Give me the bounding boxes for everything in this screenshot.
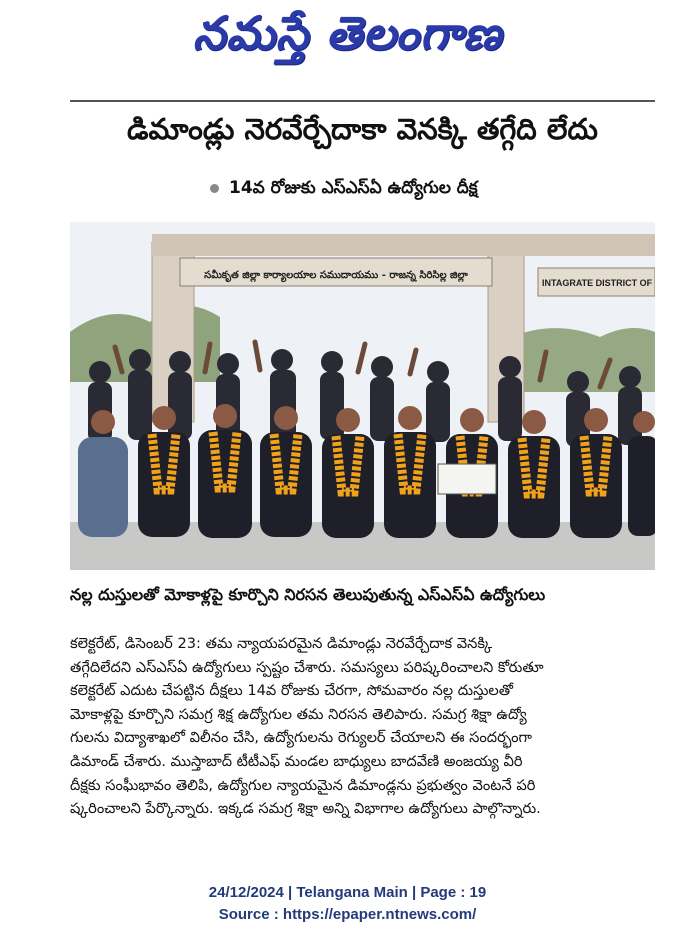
arch-sign-text: సమీకృత జిల్లా కార్యాలయాల సముదాయము - రాజన్న సిరిసిల్ల జిల్లా — [204, 270, 468, 281]
news-photo — [70, 222, 655, 570]
body-line: తగ్గేదిలేదని ఎస్ఎస్ఏ ఉద్యోగులు స్పష్టం చేశారు. సమస్యలు పరిష్కరించాలని కోరుతూ — [70, 658, 544, 676]
masthead-divider — [70, 100, 655, 102]
article-subheadline — [210, 178, 478, 202]
article-body — [70, 632, 655, 821]
arch-sign-english: INTAGRATE DISTRICT OF — [542, 278, 653, 288]
body-line: గులను విద్యాశాఖలో విలీనం చేసి, ఉద్యోగులను రెగ్యులర్ చేయాలని ఈ సందర్భంగా — [70, 729, 532, 747]
body-line: డిమాండ్ చేశారు. ముస్తాబాద్ టీటీఎఫ్ మండల బాధ్యులు బాదవేణి అంజయ్య వీరి — [70, 752, 523, 770]
body-line: మోకాళ్లపై కూర్చొని సమగ్ర శిక్ష ఉద్యోగుల తమ నిరసన తెలిపారు. సమగ్ర శిక్షా ఉద్యో — [70, 705, 527, 723]
subheadline-text: 14వ రోజుకు ఎస్ఎస్ఏ ఉద్యోగుల దీక్ష — [229, 178, 478, 198]
photo-caption: నల్ల దుస్తులతో మోకాళ్లపై కూర్చొని నిరసన తెలుపుతున్న ఎస్ఎస్ఏ ఉద్యోగులు — [70, 585, 546, 604]
footer-date-page: 24/12/2024 | Telangana Main | Page : 19 — [208, 884, 487, 901]
article-headline: డిమాండ్లు నెరవేర్చేదాకా వెనక్కి తగ్గేది లేదు — [127, 112, 598, 146]
newspaper-masthead: నమస్తే తెలంగాణ — [192, 6, 503, 60]
footer-source: Source : https://epaper.ntnews.com/ — [218, 906, 477, 923]
protest-photo-illustration — [70, 222, 655, 570]
body-line: కలెక్టరేట్, డిసెంబర్ 23: తమ న్యాయపరమైన డిమాండ్లు నెరవేర్చేదాక వెనక్కి — [70, 635, 493, 652]
body-line: ష్కరించాలని పేర్కొన్నారు. ఇక్కడ సమగ్ర శిక్షా అన్ని విభాగాల ఉద్యోగులు పాల్గొన్నారు. — [70, 800, 541, 818]
bullet-icon — [210, 184, 219, 193]
body-line: కలెక్టరేట్ ఎదుట చేపట్టిన దీక్షలు 14వ రోజుకు చేరగా, సోమవారం నల్ల దుస్తులతో — [70, 682, 513, 700]
body-line: దీక్షకు సంఘీభావం తెలిపి, ఉద్యోగుల న్యాయమైన డిమాండ్లను ప్రభుత్వం వెంటనే పరి — [70, 776, 536, 794]
